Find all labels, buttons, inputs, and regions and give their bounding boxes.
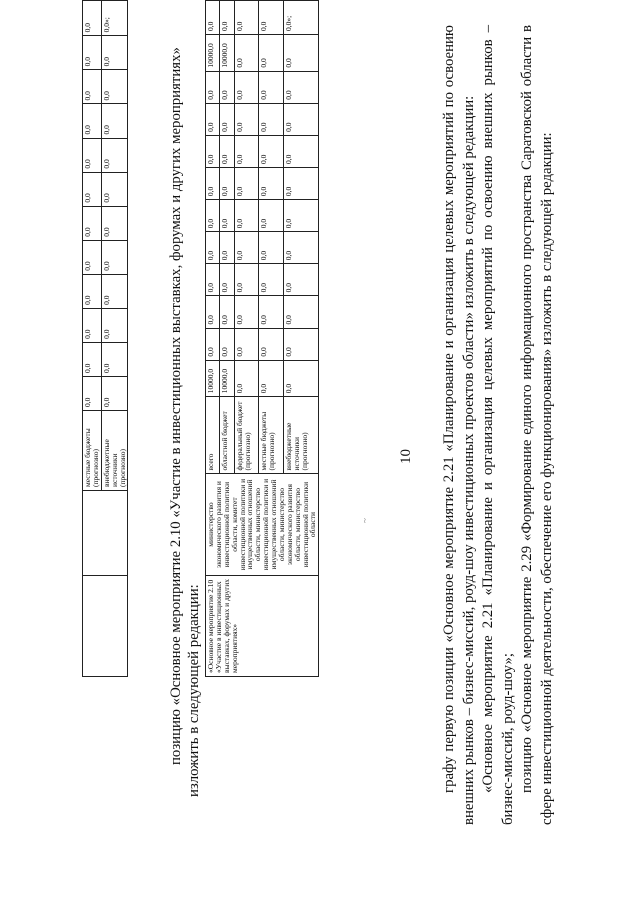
value-cell: 0,0: [206, 328, 220, 360]
value-cell: 0,0: [284, 296, 319, 328]
value-cell: 0,0: [234, 232, 259, 264]
value-cell: 0,0: [234, 103, 259, 135]
value-cell: 0,0: [101, 240, 128, 274]
value-cell: 0,0: [206, 264, 220, 296]
value-cell: 0,0: [101, 70, 128, 104]
value-cell: 0,0: [206, 232, 220, 264]
value-cell: 0,0: [83, 308, 102, 342]
value-cell: 0,0: [206, 135, 220, 167]
empty-cell: [83, 491, 128, 576]
source-label: всего: [206, 397, 220, 474]
value-cell: 0,0: [284, 71, 319, 103]
value-cell: 0,0: [206, 71, 220, 103]
source-label: областной бюджет: [220, 397, 234, 474]
value-cell: 0,0: [83, 172, 102, 206]
value-cell: 0,0: [284, 328, 319, 360]
value-cell: 0,0: [259, 103, 284, 135]
value-cell: 0,0: [259, 135, 284, 167]
value-cell: 0,0: [234, 200, 259, 232]
value-cell: 0,0: [206, 1, 220, 35]
value-cell: 0,0: [234, 264, 259, 296]
paragraph: позицию «Основное мероприятие 2.29 «Формирование единого информационного пространства Саратовской области в сфере инвестиционной деятельности, обеспечение его функционирования» изложить в следующей редакции:: [519, 25, 555, 825]
main-table: [205, 0, 319, 677]
executor-cell: министерство экономического развития и инвестиционной политики области, комитет инвестиционной политики и имущественных отношений области, министерство инвестиционной политики и имущественных отношений области, министерство экономического развития области, министерство инвестиционной политики области: [206, 474, 319, 575]
table-row: [206, 1, 220, 677]
value-cell: 0,0: [220, 232, 234, 264]
paragraph: графу первую позиции «Основное мероприятие 2.21 «Планирование и организация целевых мероприятий по освоению внешних рынков – бизнес-миссий, роуд-шоу инвестиционных проектов области» изложить в следующей редакции:: [441, 25, 477, 825]
value-cell: 10000,0: [206, 34, 220, 71]
value-cell: 0,0»;: [101, 1, 128, 36]
amendment-text: [440, 25, 557, 825]
value-cell: 0,0»;: [284, 1, 319, 35]
value-cell: 0,0: [101, 206, 128, 240]
value-cell: 0,0: [284, 264, 319, 296]
value-cell: 0,0: [284, 232, 319, 264]
value-cell: 0,0: [220, 200, 234, 232]
value-cell: 0,0: [259, 34, 284, 71]
value-cell: 0,0: [284, 103, 319, 135]
value-cell: 0,0: [234, 34, 259, 71]
value-cell: 0,0: [83, 274, 102, 308]
value-cell: 0,0: [101, 342, 128, 376]
value-cell: 0,0: [259, 264, 284, 296]
value-cell: 0,0: [83, 1, 102, 36]
value-cell: 0,0: [284, 167, 319, 199]
value-cell: 0,0: [206, 167, 220, 199]
value-cell: 0,0: [259, 232, 284, 264]
source-label: федеральный бюджет (прогнозно): [234, 397, 259, 474]
source-label: местные бюджеты (прогнозно): [83, 411, 102, 491]
value-cell: 0,0: [206, 200, 220, 232]
value-cell: 0,0: [101, 308, 128, 342]
value-cell: 0,0: [83, 376, 102, 410]
source-label: внебюджетные источники (прогнозно): [101, 411, 128, 491]
value-cell: 0,0: [83, 240, 102, 274]
value-cell: 0,0: [234, 360, 259, 397]
value-cell: 0,0: [259, 1, 284, 35]
measure-name-cell: «Основное мероприятие 2.10 «Участие в инвестиционных выставках, форумах и других мероприятиях»: [206, 575, 319, 676]
value-cell: 0,0: [220, 135, 234, 167]
value-cell: 0,0: [259, 167, 284, 199]
value-cell: 0,0: [259, 200, 284, 232]
value-cell: 0,0: [83, 342, 102, 376]
top-table-fragment: [82, 0, 128, 677]
value-cell: 0,0: [83, 206, 102, 240]
paragraph: «Основное мероприятие 2.21 «Планирование и организация целевых мероприятий по освоению внешних рынков – бизнес-миссий, роуд-шоу»;: [480, 25, 516, 825]
value-cell: 0,0: [259, 296, 284, 328]
value-cell: 10000,0: [220, 34, 234, 71]
value-cell: 0,0: [220, 328, 234, 360]
table-row: [83, 1, 102, 677]
value-cell: 0,0: [284, 200, 319, 232]
value-cell: 10000,0: [220, 360, 234, 397]
value-cell: 0,0: [284, 135, 319, 167]
value-cell: 0,0: [83, 70, 102, 104]
value-cell: 0,0: [234, 167, 259, 199]
value-cell: 0,0: [259, 360, 284, 397]
value-cell: 0,0: [83, 104, 102, 138]
value-cell: 10000,0: [206, 360, 220, 397]
value-cell: 0,0: [101, 36, 128, 70]
value-cell: 0,0: [234, 296, 259, 328]
value-cell: 0,0: [206, 296, 220, 328]
value-cell: 0,0: [101, 376, 128, 410]
value-cell: 0,0: [220, 103, 234, 135]
source-label: внебюджетные источники (прогнозно): [284, 397, 319, 474]
value-cell: 0,0: [234, 328, 259, 360]
paragraph-line: изложить в следующей редакции:: [186, 584, 202, 797]
value-cell: 0,0: [234, 1, 259, 35]
value-cell: 0,0: [234, 135, 259, 167]
value-cell: 0,0: [83, 138, 102, 172]
value-cell: 0,0: [259, 328, 284, 360]
value-cell: 0,0: [83, 36, 102, 70]
value-cell: 0,0: [220, 296, 234, 328]
paragraph-line: позицию «Основное мероприятие 2.10 «Участие в инвестиционных выставках, форумах и других мероприятиях»: [168, 47, 184, 765]
value-cell: 0,0: [259, 71, 284, 103]
value-cell: 0,0: [220, 71, 234, 103]
value-cell: 0,0: [101, 138, 128, 172]
page-number: 10: [398, 449, 414, 464]
scan-mark: ~: [360, 518, 370, 523]
value-cell: 0,0: [234, 71, 259, 103]
value-cell: 0,0: [284, 360, 319, 397]
value-cell: 0,0: [206, 103, 220, 135]
value-cell: 0,0: [220, 264, 234, 296]
value-cell: 0,0: [220, 167, 234, 199]
empty-cell: [83, 576, 128, 677]
value-cell: 0,0: [220, 1, 234, 35]
source-label: местные бюджеты (прогнозно): [259, 397, 284, 474]
value-cell: 0,0: [101, 172, 128, 206]
value-cell: 0,0: [101, 104, 128, 138]
value-cell: 0,0: [101, 274, 128, 308]
value-cell: 0,0: [284, 34, 319, 71]
